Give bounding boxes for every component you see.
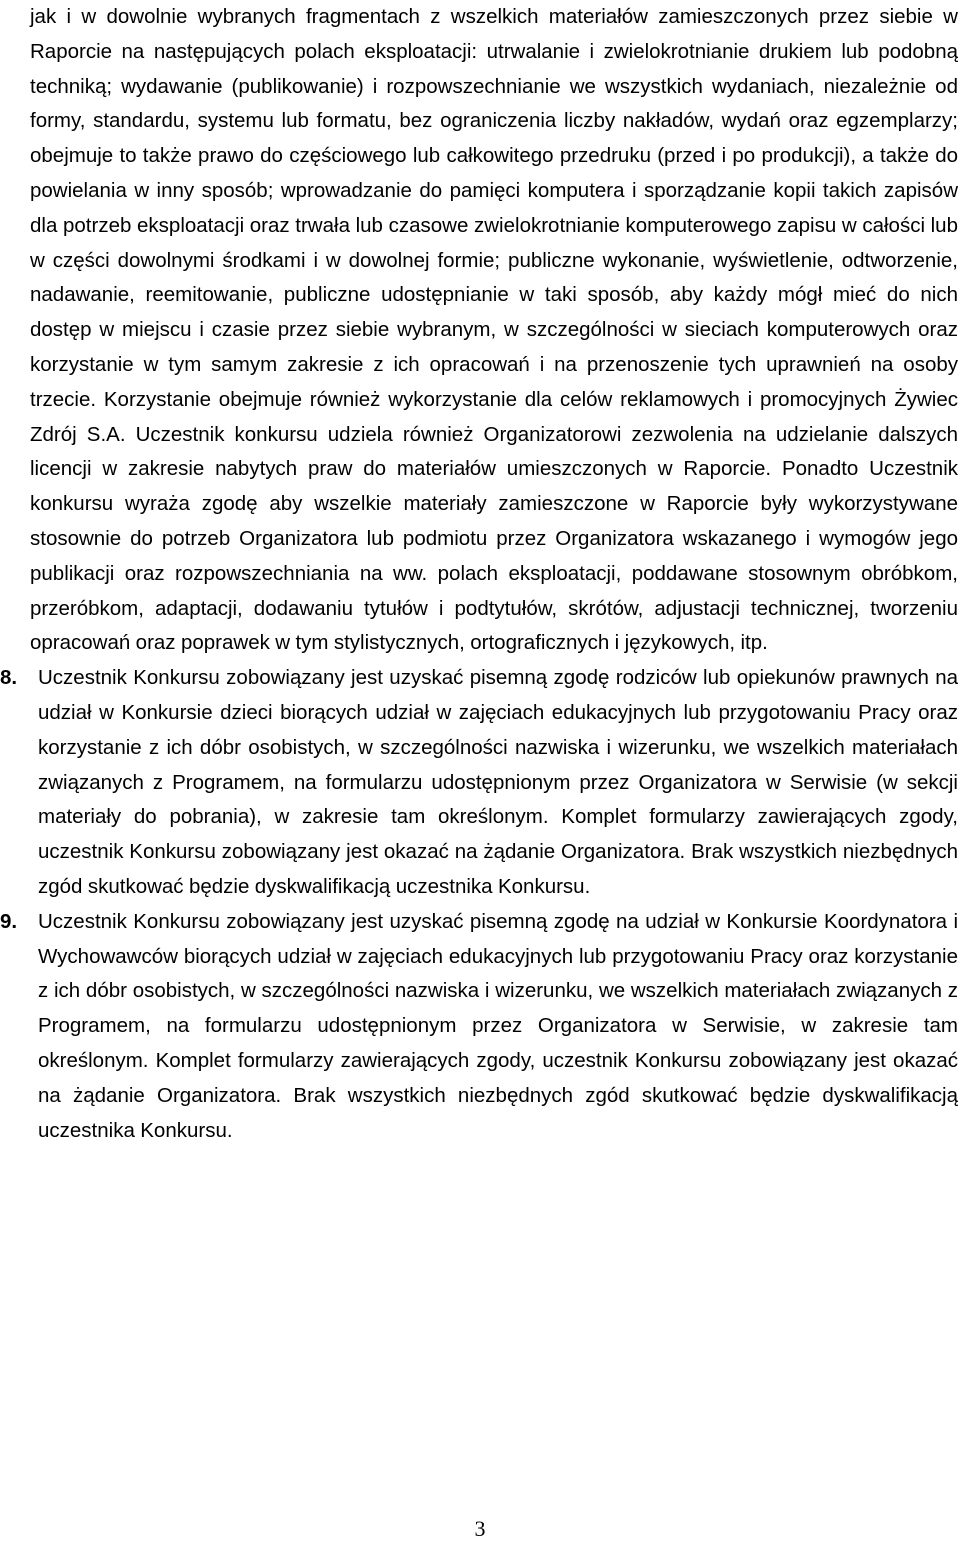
continuation-paragraph: jak i w dowolnie wybranych fragmentach z wszelkich materiałów zamieszczonych przez siebie w Raporcie na następujących polach eksploatacji: utrwalanie i zwielokrotnianie drukiem lub podobną techniką; wydawanie (publikowanie) i rozpowszechnianie we wszystkich wydaniach, niezależnie od formy, standardu, systemu lub formatu, bez ograniczenia liczby nakładów, wydań oraz egzemplarzy; obejmuje to także prawo do częściowego lub całkowitego przedruku (przed i po produkcji), a także do powielania w inny sposób; wprowadzanie do pamięci komputera i sporządzanie kopii takich zapisów dla potrzeb eksploatacji oraz trwała lub czasowe zwielokrotnianie komputerowego zapisu w całości lub w części dowolnymi środkami i w dowolnej formie; publiczne wykonanie, wyświetlenie, odtworzenie, nadawanie, reemitowanie, publiczne udostępnianie w taki sposób, aby każdy mógł mieć do nich dostęp w miejscu i czasie przez siebie wybranym, w szczególności w sieciach komputerowych oraz korzystanie w tym samym zakresie z ich opracowań i na przenoszenie tych uprawnień na osoby trzecie. Korzystanie obejmuje również wykorzystanie dla celów reklamowych i promocyjnych Żywiec Zdrój S.A. Uczestnik konkursu udziela również Organizatorowi zezwolenia na udzielanie dalszych licencji w zakresie nabytych praw do materiałów umieszczonych w Raporcie. Ponadto Uczestnik konkursu wyraża zgodę aby wszelkie materiały zamieszczone w Raporcie były wykorzystywane stosownie do potrzeb Organizatora lub podmiotu przez Organizatora wskazanego i wymogów jego publikacji oraz rozpowszechniania na ww. polach eksploatacji, poddawane stosownym obróbkom, przeróbkom, adaptacji, dodawaniu tytułów i podtytułów, skrótów, adjustacji technicznej, tworzeniu opracowań oraz poprawek w tym stylistycznych, ortograficznych i językowych, itp. [30,5,958,655]
item-number: 8. [0,666,18,690]
page-number: 3 [474,1516,486,1541]
item-text: Uczestnik Konkursu zobowiązany jest uzyskać pisemną zgodę na udział w Konkursie Koordynatora i Wychowawców biorących udział w zajęciach edukacyjnych lub przygotowaniu Pracy oraz korzystanie z ich dóbr osobistych, w szczególności nazwiska i wizerunku, we wszelkich materiałach związanych z Programem, na formularzu udostępnionym przez Organizatora w Serwisie, w zakresie tam określonym. Komplet formularzy zawierających zgody, uczestnik Konkursu zobowiązany jest okazać na żądanie Organizatora. Brak wszystkich niezbędnych zgód skutkować będzie dyskwalifikacją uczestnika Konkursu. [38,909,958,1142]
item-text: Uczestnik Konkursu zobowiązany jest uzyskać pisemną zgodę rodziców lub opiekunów prawnych na udział w Konkursie dzieci biorących udział w zajęciach edukacyjnych lub przygotowaniu Pracy oraz korzystanie z ich dóbr osobistych, w szczególności nazwiska i wizerunku, we wszelkich materiałach związanych z Programem, na formularzu udostępnionym przez Organizatora w Serwisie (w sekcji materiały do pobrania), w zakresie tam określonym. Komplet formularzy zawierających zgody, uczestnik Konkursu zobowiązany jest okazać na żądanie Organizatora. Brak wszystkich niezbędnych zgód skutkować będzie dyskwalifikacją uczestnika Konkursu. [38,666,958,898]
list-item-9 [0,905,958,1149]
list-item-8 [0,661,958,905]
item-number: 9. [0,909,18,933]
